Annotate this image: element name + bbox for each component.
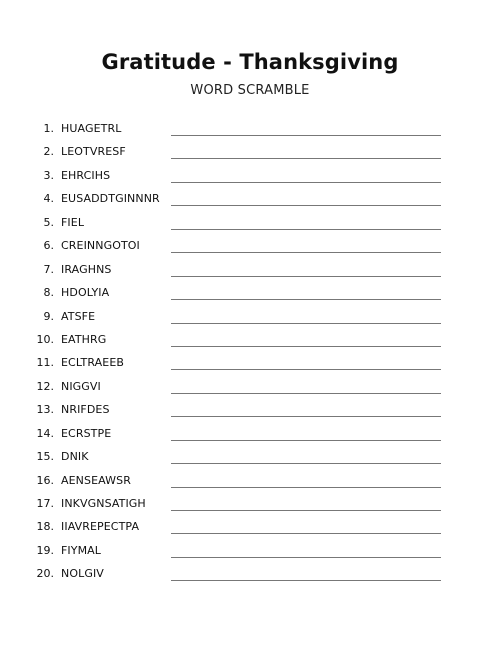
answer-line[interactable] xyxy=(171,440,441,441)
list-item xyxy=(0,516,500,539)
item-number: 16. xyxy=(36,473,54,487)
item-number: 9. xyxy=(43,309,54,323)
scrambled-word: ECRSTPE xyxy=(61,426,112,440)
scrambled-word: AENSEAWSR xyxy=(61,473,131,487)
scrambled-word: FIYMAL xyxy=(61,543,102,557)
list-item xyxy=(0,376,500,399)
scrambled-word: ATSFE xyxy=(61,309,96,323)
answer-line[interactable] xyxy=(171,299,441,300)
list-item xyxy=(0,306,500,329)
page-subtitle: WORD SCRAMBLE xyxy=(190,83,310,98)
scrambled-word: HUAGETRL xyxy=(61,122,122,135)
list-item xyxy=(0,446,500,469)
answer-line[interactable] xyxy=(171,463,441,464)
list-item xyxy=(0,212,500,235)
answer-line[interactable] xyxy=(171,487,441,488)
scrambled-word: EUSADDTGINNNR xyxy=(61,192,160,206)
answer-line[interactable] xyxy=(171,135,441,136)
answer-line[interactable] xyxy=(171,393,441,394)
list-item xyxy=(0,423,500,446)
item-number: 19. xyxy=(36,543,54,557)
answer-line[interactable] xyxy=(171,182,441,183)
scrambled-word: IIAVREPECTPA xyxy=(61,520,140,534)
answer-line[interactable] xyxy=(171,158,441,159)
item-number: 7. xyxy=(43,262,54,276)
page-title: Gratitude - Thanksgiving xyxy=(101,50,399,74)
list-item xyxy=(0,563,500,586)
list-item xyxy=(0,141,500,164)
answer-line[interactable] xyxy=(171,346,441,347)
scrambled-word: IRAGHNS xyxy=(61,262,112,276)
answer-line[interactable] xyxy=(171,229,441,230)
list-item xyxy=(0,259,500,282)
scrambled-word: DNIK xyxy=(61,450,89,464)
scrambled-word: NIGGVI xyxy=(61,379,101,393)
scrambled-word: EATHRG xyxy=(61,332,107,346)
answer-line[interactable] xyxy=(171,557,441,558)
item-number: 5. xyxy=(43,215,54,229)
scrambled-word: NRIFDES xyxy=(61,403,110,417)
scrambled-word: INKVGNSATIGH xyxy=(61,497,146,510)
item-number: 1. xyxy=(43,122,54,135)
list-item xyxy=(0,540,500,563)
list-item xyxy=(0,493,500,516)
item-number: 4. xyxy=(43,192,54,206)
item-number: 13. xyxy=(36,403,54,417)
answer-line[interactable] xyxy=(171,323,441,324)
item-number: 17. xyxy=(36,497,54,510)
list-item xyxy=(0,399,500,422)
item-number: 10. xyxy=(36,332,54,346)
item-number: 11. xyxy=(36,356,54,370)
answer-line[interactable] xyxy=(171,510,441,511)
answer-line[interactable] xyxy=(171,416,441,417)
list-item xyxy=(0,165,500,188)
item-number: 15. xyxy=(36,450,54,464)
scrambled-word: NOLGIV xyxy=(61,567,104,581)
answer-line[interactable] xyxy=(171,533,441,534)
answer-line[interactable] xyxy=(171,580,441,581)
list-item xyxy=(0,235,500,258)
item-number: 2. xyxy=(43,145,54,159)
list-item xyxy=(0,352,500,375)
item-number: 20. xyxy=(36,567,54,581)
scrambled-word: CREINNGOTOI xyxy=(61,239,140,253)
answer-line[interactable] xyxy=(171,205,441,206)
item-number: 12. xyxy=(36,379,54,393)
list-item xyxy=(0,188,500,211)
item-number: 3. xyxy=(43,168,54,182)
item-number: 18. xyxy=(36,520,54,534)
scrambled-word: HDOLYIA xyxy=(61,286,110,300)
list-item xyxy=(0,282,500,305)
scrambled-word: ECLTRAEEB xyxy=(61,356,125,370)
scrambled-word: EHRCIHS xyxy=(61,168,111,182)
item-number: 8. xyxy=(43,286,54,300)
answer-line[interactable] xyxy=(171,369,441,370)
item-number: 14. xyxy=(36,426,54,440)
answer-line[interactable] xyxy=(171,276,441,277)
list-item xyxy=(0,470,500,493)
answer-line[interactable] xyxy=(171,252,441,253)
list-item xyxy=(0,118,500,141)
list-item xyxy=(0,329,500,352)
scrambled-word: FIEL xyxy=(61,215,85,229)
word-scramble-list xyxy=(0,118,500,587)
scrambled-word: LEOTVRESF xyxy=(61,145,126,159)
item-number: 6. xyxy=(43,239,54,253)
